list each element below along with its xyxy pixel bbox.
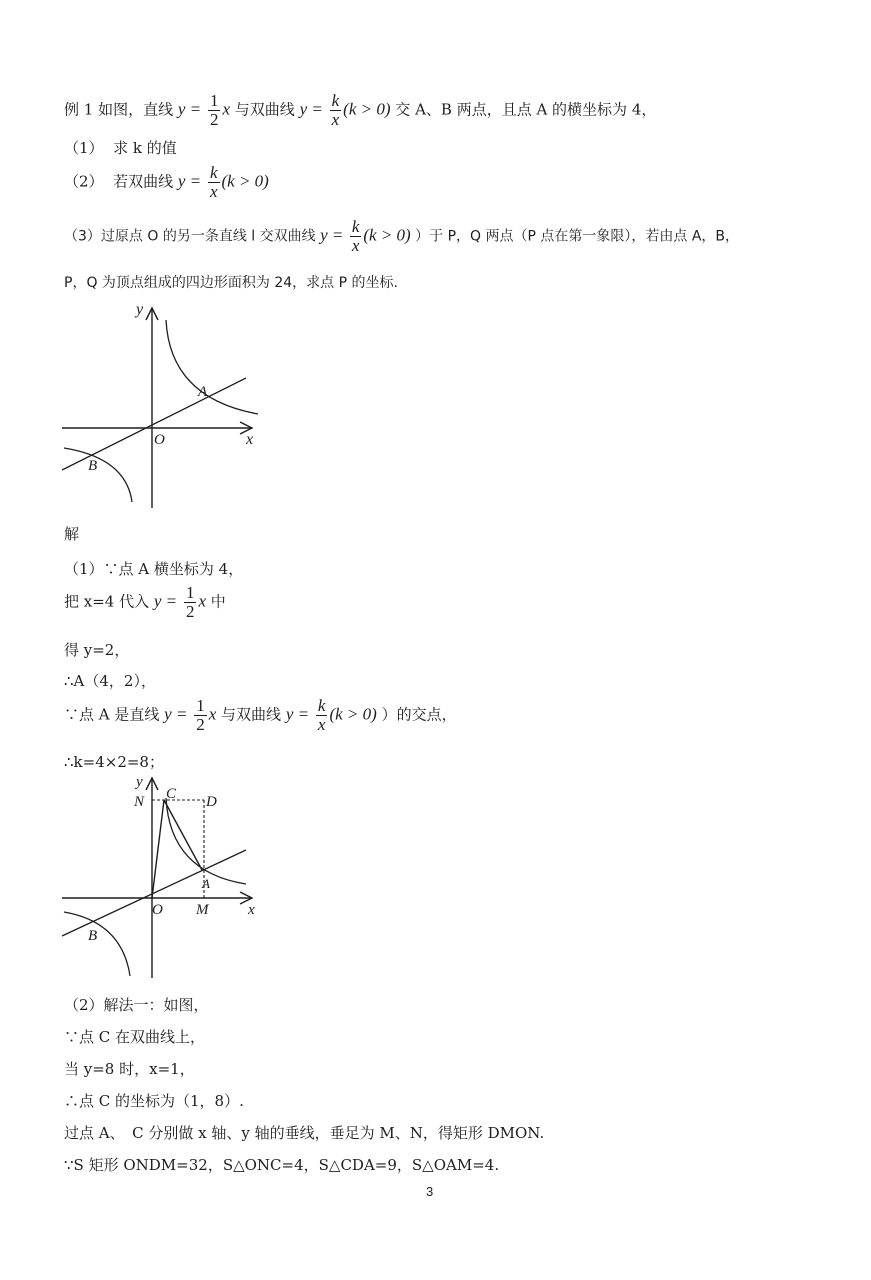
solution-part2-line6: ∵S 矩形 ONDM=32，S△ONC=4，S△CDA=9，S△OAM=4. [64,1156,500,1174]
solution-part2-line3: 当 y=8 时，x=1， [64,1060,195,1078]
label-y: y [136,774,143,790]
fraction-one-half: $\frac{1}{2}$ [185,583,195,621]
example-statement: 例 1 如图，直线 y = $\frac{1}{2}$ x 与双曲线 y = $\frac{k}{x}$ (k > 0) 交 A、B 两点，且点 A 的横坐标为 4， [64,91,657,129]
label-O: O [154,432,165,448]
question-2: （2） 若双曲线 y = $\frac{k}{x}$ (k > 0) [64,163,269,201]
solution-step-5: ∵点 A 是直线 y = $\frac{1}{2}$ x 与双曲线 y = $\frac{k}{x}$ (k > 0) ）的交点， [64,696,457,734]
label-N: N [134,794,145,810]
label-D: D [206,794,217,810]
segment-CA [164,800,202,870]
hyperbola-branch-1 [166,798,246,884]
label-B: B [88,928,98,944]
solution-part2-line1: （2）解法一：如图， [64,996,209,1014]
solution-step-2: 把 x=4 代入 y = $\frac{1}{2}$ x 中 [64,583,226,621]
hyperbola-branch-3 [64,912,130,976]
fraction-k-over-x: $\frac{k}{x}$ [331,91,340,129]
line-y-half-x [62,378,246,470]
fraction-k-over-x: $\frac{k}{x}$ [209,163,218,201]
label-O: O [152,902,163,918]
label-x: x [246,431,254,448]
fraction-k-over-x: $\frac{k}{x}$ [317,696,326,734]
question-1: （1） 求 k 的值 [64,139,177,157]
fraction-one-half: $\frac{1}{2}$ [196,696,205,734]
page-number: 3 [426,1184,434,1199]
solution-step-1: （1）∵点 A 横坐标为 4， [64,560,244,578]
question-3-line2: P，Q 为顶点组成的四边形面积为 24，求点 P 的坐标. [64,275,398,291]
label-M: M [196,902,209,918]
solution-step-6: ∴k=4×2=8； [64,753,164,771]
label-A: A [198,384,208,400]
solution-step-3: 得 y=2， [64,641,130,659]
line-y-half-x [62,850,246,936]
label-A: A [202,876,210,891]
solution-part2-line4: ∴点 C 的坐标为（1，8）. [64,1092,244,1110]
figure-1-graph [62,298,262,510]
label-C: C [166,786,177,802]
solution-heading: 解 [64,525,80,543]
label-x: x [248,902,255,918]
question-3: （3）过原点 O 的另一条直线 l 交双曲线 y = $\frac{k}{x}$ (k > 0) ）于 P，Q 两点（P 点在第一象限），若由点 A，B， [64,217,740,255]
label-y: y [136,301,144,318]
hyperbola-branch-1 [166,320,258,414]
fraction-k-over-x: $\frac{k}{x}$ [351,217,360,255]
solution-part2-line2: ∵点 C 在双曲线上， [64,1028,206,1046]
fraction-one-half: $\frac{1}{2}$ [209,91,219,129]
label-B: B [88,458,98,474]
segment-OC [152,800,164,898]
hyperbola-branch-3 [64,448,132,502]
solution-part2-line5: 过点 A、 C 分别做 x 轴、y 轴的垂线，垂足为 M、N，得矩形 DMON. [64,1124,545,1142]
solution-step-4: ∴A（4，2）， [64,672,156,690]
figure-2-graph [62,772,272,982]
